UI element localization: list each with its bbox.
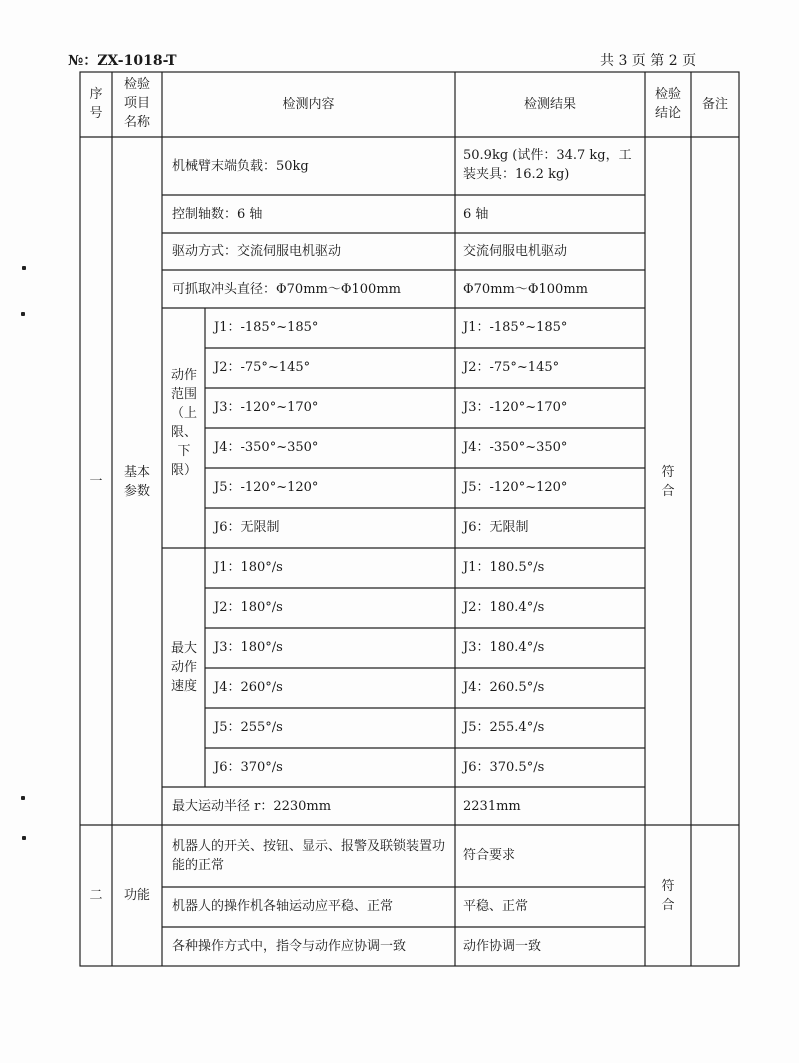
range-result: J1：-185°~185° xyxy=(463,320,568,335)
page-indicator: 共 3 页 第 2 页 xyxy=(600,53,697,69)
function-result: 符合要求 xyxy=(463,848,516,863)
range-result: J4：-350°~350° xyxy=(463,440,568,455)
range-result: J6：无限制 xyxy=(463,520,529,535)
section2-conclusion: 符合 xyxy=(661,879,675,913)
content-cell: 可抓取冲头直径：Φ70mm～Φ100mm xyxy=(172,282,401,297)
range-content: J5：-120°~120° xyxy=(214,480,319,495)
result-cell: 交流伺服电机驱动 xyxy=(463,244,568,259)
header-remark: 备注 xyxy=(701,97,728,112)
function-content: 机器人的操作机各轴运动应平稳、正常 xyxy=(172,899,394,914)
section1-seq: 一 xyxy=(89,474,103,489)
speed-content: J3：180°/s xyxy=(214,640,283,655)
function-content: 各种操作方式中，指令与动作应协调一致 xyxy=(172,939,407,954)
function-result: 平稳、正常 xyxy=(463,899,529,914)
speed-result: J2：180.4°/s xyxy=(463,600,545,615)
speed-content: J5：255°/s xyxy=(214,720,283,735)
section1-conclusion: 符合 xyxy=(661,465,675,499)
speed-result: J1：180.5°/s xyxy=(463,560,545,575)
speed-content: J4：260°/s xyxy=(214,680,283,695)
content-cell: 机械臂末端负载：50kg xyxy=(172,159,309,174)
range-content: J1：-185°~185° xyxy=(214,320,319,335)
range-content: J3：-120°~170° xyxy=(214,400,319,415)
section2-seq: 二 xyxy=(89,888,103,903)
range-content: J4：-350°~350° xyxy=(214,440,319,455)
result-cell: 6 轴 xyxy=(463,207,489,222)
function-content: 机器人的开关、按钮、显示、报警及联锁装置功能的正常 xyxy=(172,839,446,873)
result-cell: Φ70mm～Φ100mm xyxy=(463,282,588,297)
range-label: 动作范围（上限、下限） xyxy=(170,368,197,478)
function-result: 动作协调一致 xyxy=(463,939,542,954)
speed-label: 最大动作速度 xyxy=(170,641,197,694)
range-result: J2：-75°~145° xyxy=(463,360,560,375)
header-item: 检验项目名称 xyxy=(123,77,150,130)
content-cell: 控制轴数：6 轴 xyxy=(172,207,263,222)
result-cell: 50.9kg (试件：34.7 kg，工装夹具：16.2 kg) xyxy=(463,148,632,182)
section2-name: 功能 xyxy=(123,888,150,903)
radius-content: 最大运动半径 r：2230mm xyxy=(172,799,332,814)
speed-content: J6：370°/s xyxy=(214,760,283,775)
range-result: J3：-120°~170° xyxy=(463,400,568,415)
radius-result: 2231mm xyxy=(463,799,521,814)
header-content: 检测内容 xyxy=(282,97,335,112)
document-number: №：ZX-1018-T xyxy=(68,53,177,69)
speed-result: J5：255.4°/s xyxy=(463,720,545,735)
speed-result: J6：370.5°/s xyxy=(463,760,545,775)
speed-result: J4：260.5°/s xyxy=(463,680,545,695)
range-content: J2：-75°~145° xyxy=(214,360,311,375)
header-conclusion: 检验结论 xyxy=(654,87,681,121)
header-result: 检测结果 xyxy=(523,97,576,112)
section1-name: 基本参数 xyxy=(123,465,150,499)
content-cell: 驱动方式：交流伺服电机驱动 xyxy=(172,244,342,259)
header-seq: 序号 xyxy=(89,87,103,121)
speed-content: J1：180°/s xyxy=(214,560,283,575)
range-result: J5：-120°~120° xyxy=(463,480,568,495)
range-content: J6：无限制 xyxy=(214,520,280,535)
speed-result: J3：180.4°/s xyxy=(463,640,545,655)
speed-content: J2：180°/s xyxy=(214,600,283,615)
